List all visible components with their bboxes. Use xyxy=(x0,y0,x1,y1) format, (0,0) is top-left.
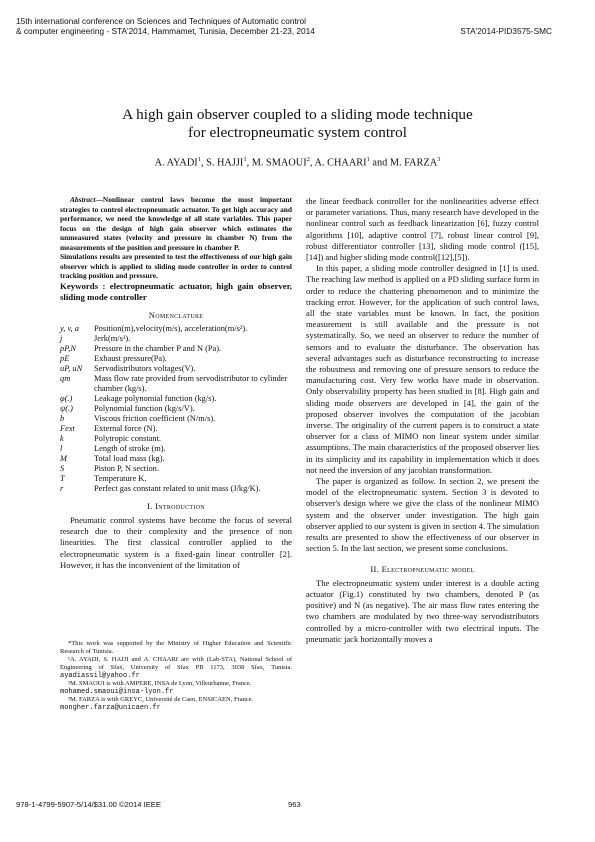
nomenclature-symbol: j xyxy=(60,333,63,343)
author-list xyxy=(40,156,555,168)
paper-title-line2: for electropneumatic system control xyxy=(188,124,407,141)
nomenclature-description: Mass flow rate provided from servodistributor to cylinder chamber (kg/s). xyxy=(94,373,288,393)
nomenclature-symbol: l xyxy=(60,443,63,453)
nomenclature-symbol: ψ(.) xyxy=(60,403,73,413)
nomenclature-table xyxy=(60,324,292,494)
nomenclature-symbol: Fext xyxy=(60,423,75,433)
section-heading-introduction: I. Introduction xyxy=(147,500,205,511)
nomenclature-symbol: S xyxy=(60,463,65,473)
abstract xyxy=(60,195,292,281)
nomenclature-row xyxy=(60,334,292,344)
nomenclature-description: Servodistributors voltages(V). xyxy=(94,363,196,373)
nomenclature-description: Pressure in the chamber P and N (Pa). xyxy=(94,343,222,353)
author-affiliation: 1 xyxy=(366,156,370,163)
section-heading-model: II. Electropneumatic model xyxy=(370,563,475,574)
nomenclature-description: Position(m),velocity(m/s), acceleration(m/s²). xyxy=(94,323,248,333)
left-column xyxy=(60,195,292,571)
author-affiliation: 3 xyxy=(437,156,441,163)
nomenclature-row xyxy=(60,404,292,414)
nomenclature-row xyxy=(60,484,292,494)
conference-header xyxy=(16,16,416,36)
author-name: M. FARZA xyxy=(389,157,438,169)
footnote-affiliation-2: ²M. SMAOUI is with AMPERE, INSA de Lyon, Villeurbanne, France. mohamed.smaoui@insa-lyon.fr xyxy=(60,680,252,696)
footnote-funding: *This work was supported by the Ministry of Higher Education and Scientific Research of Tunisia. xyxy=(60,640,292,655)
nomenclature-row xyxy=(60,344,292,354)
author-name: A. AYADI xyxy=(154,157,198,169)
author-name: A. CHAARI xyxy=(314,157,367,169)
paper-title-line1: A high gain observer coupled to a sliding mode technique xyxy=(122,106,473,123)
conference-header-line2: & computer engineering - STA'2014, Hammamet, Tunisia, December 21-23, 2014 xyxy=(16,26,315,36)
nomenclature-row xyxy=(60,414,292,424)
nomenclature-description: Total load mass (kg). xyxy=(94,453,165,463)
abstract-text-2: Simulations results are presented to test the effectiveness of our high gain observer which is applied to sliding mode controller in order to control tracking position and pressure. xyxy=(60,252,292,280)
nomenclature-description: Exhaust pressure(Pa). xyxy=(94,353,168,363)
nomenclature-description: Jerk(m/s³). xyxy=(94,333,131,343)
author-separator: , xyxy=(200,157,207,169)
footnote-affiliation-1: ¹A. AYADI, S. HAJJI and A. CHAARI are with (Lab-STA), National School of Engineering of Sfax, University of Sfax PB 1173, 3038 Sfax, Tunisia. ayadiassil@yahoo.fr xyxy=(60,656,292,680)
conference-header-line1: 15th international conference on Sciences and Techniques of Automatic control xyxy=(16,16,306,26)
email-link[interactable]: mongher.farza@unicaen.fr xyxy=(60,704,161,712)
nomenclature-row xyxy=(60,324,292,334)
footnote-affiliation-3: ³M. FARZA is with GREYC, Université de Caen, ENSICAEN, France. mongher.farza@unicaen.fr xyxy=(60,696,254,712)
nomenclature-symbol: b xyxy=(60,413,65,423)
nomenclature-symbol: r xyxy=(60,483,64,493)
nomenclature-symbol: pE xyxy=(60,353,70,363)
nomenclature-symbol: qm xyxy=(60,373,71,383)
nomenclature-description: Perfect gas constant related to unit mass (J/kg/K). xyxy=(94,483,261,493)
author-separator: , xyxy=(246,157,252,169)
nomenclature-description: Polytropic constant. xyxy=(94,433,161,443)
nomenclature-row xyxy=(60,464,292,474)
nomenclature-description: Length of stroke (m). xyxy=(94,443,166,453)
nomenclature-description: External force (N). xyxy=(94,423,158,433)
nomenclature-row xyxy=(60,354,292,364)
nomenclature-row xyxy=(60,394,292,404)
paper-title xyxy=(40,106,555,142)
author-separator: , xyxy=(309,157,315,169)
nomenclature-description: Polynomial function (kg/s/V). xyxy=(94,403,195,413)
nomenclature-row xyxy=(60,424,292,434)
nomenclature-row xyxy=(60,434,292,444)
nomenclature-symbol: uP, uN xyxy=(60,363,83,373)
abstract-text: Nonlinear control laws become the most important strategies to control electropneumatic actuator. To get high accuracy and performance, we need the knowledge of all state variables. This paper focus on the design of high gain observer which estimates the unmeasured states (velocity and pressure in chamber N) from the measurements of the position and pressure in chamber P. xyxy=(60,195,292,252)
nomenclature-description: Leakage polynomial function (kg/s). xyxy=(94,393,217,403)
nomenclature-symbol: φ(.) xyxy=(60,393,73,403)
author-name: M. SMAOUI xyxy=(251,157,307,169)
author-affiliation: 1 xyxy=(243,156,247,163)
author-and: and xyxy=(369,157,390,169)
nomenclature-row xyxy=(60,364,292,374)
paragraph: In this paper, a sliding mode controller designed in [1] is used. The reaching law method is applied on a PD sliding surface form in order to reduce the chattering phenomenon and to minimize the tracking error. However, for the application of such control laws, all the state variables must be known. In fact, the position measurement is still available and the pressure is not systematically. So, we need an observer to reduce the number of sensors and to evaluate the disturbance. The observation has several advantages such as disturbance reconstructing to increase the robustness and removing one of pressure sensors to reduce the manufacturing cost. Very few works have made in observation. Only observability property has been studied in [8]. High gain and sliding mode observers are developed in [4], the gain of the proposed observer involves the computation of the jacobian inverse. The originality of the current papers is to construct a state observer for a class of MIMO non linear system under similar assumptions. The main characteristics of the proposed observer lies in its simplicity and its capability in implementation which it does not need the inversion of any jacobian transformation. xyxy=(306,263,539,475)
author-affiliation: 1 xyxy=(197,156,201,163)
nomenclature-description: Temperature K. xyxy=(94,473,147,483)
nomenclature-symbol: y, v, a xyxy=(60,323,79,333)
nomenclature-symbol: M xyxy=(60,453,67,463)
author-name: S. HAJJI xyxy=(206,157,244,169)
abstract-lead: Abstract— xyxy=(70,195,103,204)
author-affiliation: 2 xyxy=(306,156,310,163)
page-number: 963 xyxy=(288,800,301,809)
nomenclature-symbol: pP,N xyxy=(60,343,76,353)
paper-id: STA'2014-PID3575-SMC xyxy=(460,26,552,36)
nomenclature-row xyxy=(60,444,292,454)
introduction-paragraph: Pneumatic control systems have become the focus of several research due to their complexity and the presence of non linearities. The first classical controller applied to the electropneumatic system is a fixed-gain linear controller [2]. However, it has the inconvenient of the limitation of xyxy=(60,514,292,570)
nomenclature-row xyxy=(60,474,292,484)
paragraph: The electropneumatic system under interest is a double acting actuator (Fig.1) constituted by two chambers, denoted P (as positive) and N (as negative). The air mass flow rates entering the two chambers are modulated by two three-way servodistributors controlled by a micro-controller with two electrical inputs. The pneumatic jack horizontally moves a xyxy=(306,577,539,644)
nomenclature-description: Piston P, N section. xyxy=(94,463,159,473)
footnotes xyxy=(60,640,292,712)
nomenclature-heading: Nomenclature xyxy=(148,309,204,320)
nomenclature-symbol: T xyxy=(60,473,65,483)
paragraph: the linear feedback controller for the nonlinearities adverse effect or parameter variations. Thus, many research have developed in the nonlinear control such as feedback linearization [6], fuzzy control algorithms [10], adaptive control [7], robust linear control [9], robust differentiator controller [13], sliding mode control ([15],[14]) and higher sliding mode control([12],[5]). xyxy=(306,196,539,263)
email-link[interactable]: ayadiassil@yahoo.fr xyxy=(60,672,140,680)
keywords: Keywords : electropneumatic actuator, high gain observer, sliding mode controller xyxy=(60,280,292,302)
right-column xyxy=(306,196,539,645)
nomenclature-symbol: k xyxy=(60,433,64,443)
footer-isbn: 978-1-4799-5907-5/14/$31.00 ©2014 IEEE xyxy=(16,800,161,809)
nomenclature-row xyxy=(60,454,292,464)
nomenclature-row xyxy=(60,374,292,394)
email-link[interactable]: mohamed.smaoui@insa-lyon.fr xyxy=(60,688,174,696)
paragraph: The paper is organized as follow. In section 2, we present the model of the electropneumatic system. Section 3 is devoted to observer's design where we give the class of the nonlinear MIMO system and the observer under investigation. The high gain observer applied to our system is given in section 4. The simulation results are presented to show the effectiveness of our observer in section 5. In the last section, we present some conclusions. xyxy=(306,476,539,554)
nomenclature-description: Viscous friction coefficient (N/m/s). xyxy=(94,413,216,423)
